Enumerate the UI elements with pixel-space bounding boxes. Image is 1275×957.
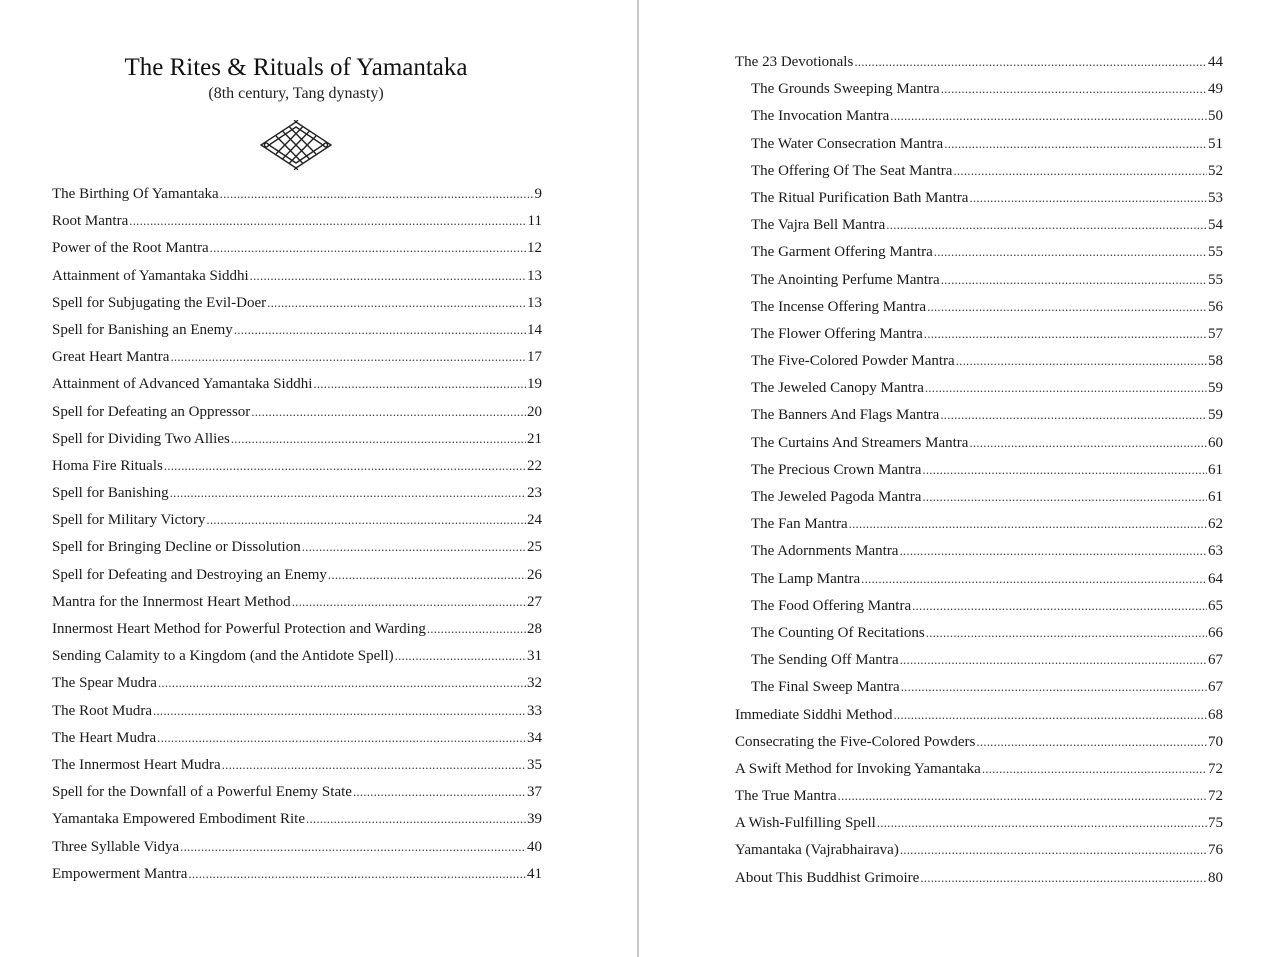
toc-leader-dots xyxy=(427,618,526,640)
toc-entry[interactable] xyxy=(735,296,1223,323)
toc-entry-title: The Banners And Flags Mantra xyxy=(751,407,940,424)
toc-leader-dots xyxy=(854,51,1207,73)
toc-entry[interactable] xyxy=(52,727,542,754)
toc-page-number: 20 xyxy=(527,403,542,420)
toc-entry-title: A Wish-Fulfilling Spell xyxy=(735,815,876,832)
toc-entry[interactable] xyxy=(52,700,542,727)
toc-entry[interactable] xyxy=(735,649,1223,676)
endless-knot-icon xyxy=(259,120,333,170)
toc-leader-dots xyxy=(920,867,1207,889)
toc-entry[interactable] xyxy=(735,812,1223,839)
toc-leader-dots xyxy=(941,78,1207,100)
toc-entry-title: The Flower Offering Mantra xyxy=(751,325,923,342)
toc-page-number: 17 xyxy=(527,349,542,366)
toc-page-number: 70 xyxy=(1208,733,1223,750)
toc-page-number: 32 xyxy=(527,675,542,692)
toc-entry-title: The Fan Mantra xyxy=(751,516,848,533)
toc-page-number: 68 xyxy=(1208,706,1223,723)
toc-page-number: 75 xyxy=(1208,815,1223,832)
toc-entry[interactable] xyxy=(735,568,1223,595)
toc-leader-dots xyxy=(926,622,1207,644)
toc-entry-title: Yamantaka Empowered Embodiment Rite xyxy=(52,811,306,828)
toc-page-number: 33 xyxy=(527,702,542,719)
toc-leader-dots xyxy=(924,323,1207,345)
toc-leader-dots xyxy=(328,564,526,586)
toc-entry-title: The Counting Of Recitations xyxy=(751,624,925,641)
toc-entry-title: Spell for the Downfall of a Powerful Enemy State xyxy=(52,784,352,801)
toc-page-number: 21 xyxy=(527,430,542,447)
toc-entry-title: Spell for Bringing Decline or Dissolution xyxy=(52,539,301,556)
toc-entry[interactable] xyxy=(735,404,1223,431)
toc-page-number: 13 xyxy=(527,294,542,311)
toc-leader-dots xyxy=(306,808,526,830)
toc-leader-dots xyxy=(886,214,1207,236)
toc-page-number: 50 xyxy=(1208,108,1223,125)
toc-entry-title: The Five-Colored Powder Mantra xyxy=(751,353,955,370)
toc-page-number: 49 xyxy=(1208,81,1223,98)
toc-entry[interactable] xyxy=(735,187,1223,214)
toc-entry-title: The Final Sweep Mantra xyxy=(751,679,900,696)
toc-entry[interactable] xyxy=(735,676,1223,703)
toc-page-number: 54 xyxy=(1208,217,1223,234)
toc-leader-dots xyxy=(893,704,1207,726)
toc-entry-title: Great Heart Mantra xyxy=(52,349,170,366)
toc-page-number: 55 xyxy=(1208,271,1223,288)
toc-entry[interactable] xyxy=(52,237,542,264)
toc-entry-title: Spell for Military Victory xyxy=(52,512,206,529)
toc-leader-dots xyxy=(941,269,1207,291)
toc-entry[interactable] xyxy=(52,210,542,237)
toc-entry-title: The Offering Of The Seat Mantra xyxy=(751,162,953,179)
toc-page-number: 72 xyxy=(1208,760,1223,777)
toc-leader-dots xyxy=(849,513,1207,535)
toc-entry-title: The Vajra Bell Mantra xyxy=(751,217,886,234)
toc-leader-dots xyxy=(206,509,526,531)
toc-leader-dots xyxy=(953,160,1207,182)
toc-page-number: 11 xyxy=(527,213,542,230)
toc-entry-title: Root Mantra xyxy=(52,213,129,230)
toc-leader-dots xyxy=(231,428,526,450)
toc-entry[interactable] xyxy=(52,265,542,292)
toc-entry-title: The Adornments Mantra xyxy=(751,543,899,560)
toc-page-number: 64 xyxy=(1208,570,1223,587)
toc-entry-title: The Jeweled Pagoda Mantra xyxy=(751,489,922,505)
toc-page-number: 67 xyxy=(1208,679,1223,696)
toc-leader-dots xyxy=(353,781,526,803)
toc-entry[interactable] xyxy=(735,785,1223,812)
toc-leader-dots xyxy=(890,105,1207,127)
toc-page-number: 26 xyxy=(527,566,542,583)
toc-entry-title: The Curtains And Streamers Mantra xyxy=(751,434,969,451)
toc-entry[interactable] xyxy=(52,428,542,455)
toc-leader-dots xyxy=(925,377,1207,399)
toc-entry-title: Consecrating the Five-Colored Powders xyxy=(735,733,976,750)
toc-page-number: 55 xyxy=(1208,244,1223,261)
toc-entry-title: The Jeweled Canopy Mantra xyxy=(751,380,924,397)
toc-page-number: 62 xyxy=(1208,516,1223,533)
toc-entry-title: Yamantaka (Vajrabhairava) xyxy=(735,842,899,859)
toc-entry-title: Spell for Defeating an Oppressor xyxy=(52,403,251,420)
toc-entry[interactable] xyxy=(52,645,542,672)
toc-entry[interactable] xyxy=(52,455,542,482)
toc-page-number: 35 xyxy=(527,756,542,773)
toc-leader-dots xyxy=(838,785,1207,807)
toc-entry-title: The Food Offering Mantra xyxy=(751,597,912,614)
toc-leader-dots xyxy=(940,404,1207,426)
toc-entry-title: Attainment of Yamantaka Siddhi xyxy=(52,267,249,284)
toc-leader-dots xyxy=(292,591,526,613)
toc-entry[interactable] xyxy=(735,269,1223,296)
toc-entry[interactable] xyxy=(52,781,542,808)
toc-leader-dots xyxy=(956,350,1207,372)
toc-entry-title: The True Mantra xyxy=(735,788,837,805)
toc-entry[interactable] xyxy=(735,133,1223,160)
toc-page-number: 66 xyxy=(1208,624,1223,641)
toc-leader-dots xyxy=(164,455,526,477)
toc-entry[interactable] xyxy=(735,758,1223,785)
toc-page-number: 65 xyxy=(1208,597,1223,614)
book-subtitle: (8th century, Tang dynasty) xyxy=(208,85,384,102)
toc-leader-dots xyxy=(899,540,1207,562)
toc-leader-dots xyxy=(210,237,526,259)
toc-entry-title: Innermost Heart Method for Powerful Protection and Warding xyxy=(52,621,426,637)
toc-leader-dots xyxy=(927,296,1207,318)
toc-entry[interactable] xyxy=(735,867,1223,894)
toc-entry[interactable] xyxy=(735,350,1223,377)
toc-leader-dots xyxy=(969,432,1207,454)
toc-entry-title: Immediate Siddhi Method xyxy=(735,706,893,723)
toc-entry[interactable] xyxy=(52,292,542,319)
toc-entry-title: The Precious Crown Mantra xyxy=(751,461,922,478)
toc-entry-title: The Sending Off Mantra xyxy=(751,652,899,669)
toc-entry-title: Spell for Banishing an Enemy xyxy=(52,321,233,338)
toc-leader-dots xyxy=(922,486,1207,508)
toc-entry[interactable] xyxy=(52,482,542,509)
toc-entry-title: The Invocation Mantra xyxy=(751,108,890,125)
toc-leader-dots xyxy=(861,568,1207,590)
toc-entry-title: The Heart Mudra xyxy=(52,729,157,746)
toc-page-number: 59 xyxy=(1208,407,1223,424)
toc-page-number: 13 xyxy=(527,267,542,284)
toc-page-number: 19 xyxy=(527,376,542,393)
toc-page-number: 57 xyxy=(1208,325,1223,342)
toc-leader-dots xyxy=(129,210,526,232)
toc-entry[interactable] xyxy=(52,591,542,618)
book-title: The Rites & Rituals of Yamantaka xyxy=(124,54,468,81)
toc-entry-title: Mantra for the Innermost Heart Method xyxy=(52,593,291,610)
toc-leader-dots xyxy=(267,292,526,314)
toc-entry[interactable] xyxy=(735,105,1223,132)
toc-leader-dots xyxy=(157,727,526,749)
toc-leader-dots xyxy=(901,676,1207,698)
toc-leader-dots xyxy=(170,482,526,504)
toc-entry[interactable] xyxy=(735,241,1223,268)
toc-leader-dots xyxy=(900,649,1207,671)
toc-page-number: 59 xyxy=(1208,380,1223,397)
toc-entry[interactable] xyxy=(735,622,1223,649)
toc-entry[interactable] xyxy=(735,214,1223,241)
toc-page-number: 34 xyxy=(527,729,542,746)
toc-page-number: 80 xyxy=(1208,869,1223,886)
toc-page-number: 14 xyxy=(527,321,542,338)
toc-entry-title: Spell for Defeating and Destroying an Enemy xyxy=(52,566,327,583)
toc-entry-title: The Spear Mudra xyxy=(52,675,157,692)
toc-leader-dots xyxy=(220,183,534,205)
toc-page-number: 60 xyxy=(1208,434,1223,451)
toc-entry-title: The Lamp Mantra xyxy=(751,570,861,587)
toc-leader-dots xyxy=(170,346,526,368)
toc-leader-dots xyxy=(158,672,526,694)
toc-entry[interactable] xyxy=(52,346,542,373)
toc-leader-dots xyxy=(395,645,526,667)
toc-entry-title: Attainment of Advanced Yamantaka Siddhi xyxy=(52,376,313,393)
toc-entry[interactable] xyxy=(52,401,542,428)
toc-entry[interactable] xyxy=(52,564,542,591)
toc-list-right xyxy=(735,51,1223,894)
toc-leader-dots xyxy=(180,836,526,858)
toc-entry-title: Three Syllable Vidya xyxy=(52,838,180,855)
toc-entry-title: A Swift Method for Invoking Yamantaka xyxy=(735,760,981,777)
toc-entry[interactable] xyxy=(52,618,542,645)
toc-entry[interactable] xyxy=(735,839,1223,866)
toc-entry-title: The Ritual Purification Bath Mantra xyxy=(751,189,969,206)
toc-entry[interactable] xyxy=(52,319,542,346)
toc-page-number: 37 xyxy=(527,784,542,801)
toc-entry[interactable] xyxy=(735,513,1223,540)
toc-page-number: 67 xyxy=(1208,652,1223,669)
toc-page-number: 22 xyxy=(527,457,542,474)
toc-entry[interactable] xyxy=(735,432,1223,459)
toc-leader-dots xyxy=(944,133,1207,155)
toc-entry-title: The Root Mudra xyxy=(52,702,152,719)
toc-entry[interactable] xyxy=(52,373,542,400)
toc-leader-dots xyxy=(969,187,1207,209)
toc-page-number: 12 xyxy=(527,240,542,257)
toc-entry-title: The Incense Offering Mantra xyxy=(751,298,927,315)
toc-entry[interactable] xyxy=(735,51,1223,78)
toc-entry-title: Sending Calamity to a Kingdom (and the Antidote Spell) xyxy=(52,648,394,665)
toc-entry[interactable] xyxy=(735,486,1223,513)
toc-entry[interactable] xyxy=(735,160,1223,187)
toc-page-number: 51 xyxy=(1208,135,1223,152)
toc-entry-title: Spell for Dividing Two Allies xyxy=(52,430,230,447)
toc-entry[interactable] xyxy=(52,183,542,210)
toc-page-number: 61 xyxy=(1208,489,1223,505)
toc-leader-dots xyxy=(302,536,526,558)
toc-entry[interactable] xyxy=(735,595,1223,622)
toc-entry-title: About This Buddhist Grimoire xyxy=(735,869,920,886)
toc-leader-dots xyxy=(234,319,526,341)
toc-page-number: 24 xyxy=(527,512,542,529)
toc-page-number: 53 xyxy=(1208,189,1223,206)
toc-entry-title: Empowerment Mantra xyxy=(52,865,188,882)
toc-entry[interactable] xyxy=(52,672,542,699)
toc-page-number: 63 xyxy=(1208,543,1223,560)
toc-entry-title: The Birthing Of Yamantaka xyxy=(52,186,219,202)
toc-leader-dots xyxy=(877,812,1207,834)
toc-entry[interactable] xyxy=(735,459,1223,486)
toc-page-number: 25 xyxy=(527,539,542,556)
toc-entry[interactable] xyxy=(735,78,1223,105)
toc-page-number: 76 xyxy=(1208,842,1223,859)
left-page xyxy=(0,0,637,957)
toc-entry[interactable] xyxy=(52,754,542,781)
toc-entry-title: Power of the Root Mantra xyxy=(52,240,209,257)
toc-entry-title: The Water Consecration Mantra xyxy=(751,135,944,152)
toc-list-left xyxy=(52,183,542,890)
toc-entry[interactable] xyxy=(52,863,542,890)
toc-leader-dots xyxy=(153,700,526,722)
toc-entry[interactable] xyxy=(52,836,542,863)
toc-page-number: 9 xyxy=(534,186,542,202)
toc-entry[interactable] xyxy=(735,731,1223,758)
toc-leader-dots xyxy=(188,863,526,885)
toc-entry-title: The Garment Offering Mantra xyxy=(751,244,933,261)
toc-entry-title: The Innermost Heart Mudra xyxy=(52,756,221,773)
toc-entry[interactable] xyxy=(52,509,542,536)
toc-entry-title: Spell for Subjugating the Evil-Doer xyxy=(52,294,267,311)
toc-page-number: 41 xyxy=(527,865,542,882)
toc-page-number: 52 xyxy=(1208,162,1223,179)
toc-page-number: 27 xyxy=(527,593,542,610)
toc-leader-dots xyxy=(934,241,1207,263)
toc-entry[interactable] xyxy=(52,536,542,563)
toc-entry[interactable] xyxy=(735,704,1223,731)
toc-page-number: 44 xyxy=(1208,54,1223,70)
toc-page-number: 40 xyxy=(527,838,542,855)
toc-entry-title: The Anointing Perfume Mantra xyxy=(751,271,940,288)
toc-page-number: 56 xyxy=(1208,298,1223,315)
toc-page-number: 31 xyxy=(527,648,542,665)
toc-page-number: 61 xyxy=(1208,461,1223,478)
toc-leader-dots xyxy=(912,595,1207,617)
toc-entry[interactable] xyxy=(735,540,1223,567)
toc-entry-title: Spell for Banishing xyxy=(52,485,169,502)
right-page xyxy=(639,0,1275,957)
toc-page-number: 28 xyxy=(527,621,542,637)
toc-leader-dots xyxy=(900,839,1207,861)
toc-leader-dots xyxy=(250,265,526,287)
toc-leader-dots xyxy=(313,373,526,395)
toc-entry[interactable] xyxy=(52,808,542,835)
toc-page-number: 72 xyxy=(1208,788,1223,805)
toc-leader-dots xyxy=(976,731,1207,753)
toc-page-number: 39 xyxy=(527,811,542,828)
toc-entry[interactable] xyxy=(735,323,1223,350)
toc-entry-title: The 23 Devotionals xyxy=(735,54,854,70)
toc-leader-dots xyxy=(251,401,526,423)
toc-page-number: 58 xyxy=(1208,353,1223,370)
toc-leader-dots xyxy=(982,758,1207,780)
toc-leader-dots xyxy=(222,754,526,776)
toc-leader-dots xyxy=(922,459,1207,481)
toc-entry[interactable] xyxy=(735,377,1223,404)
toc-entry-title: Homa Fire Rituals xyxy=(52,457,163,474)
toc-entry-title: The Grounds Sweeping Mantra xyxy=(751,81,940,98)
toc-page-number: 23 xyxy=(527,485,542,502)
